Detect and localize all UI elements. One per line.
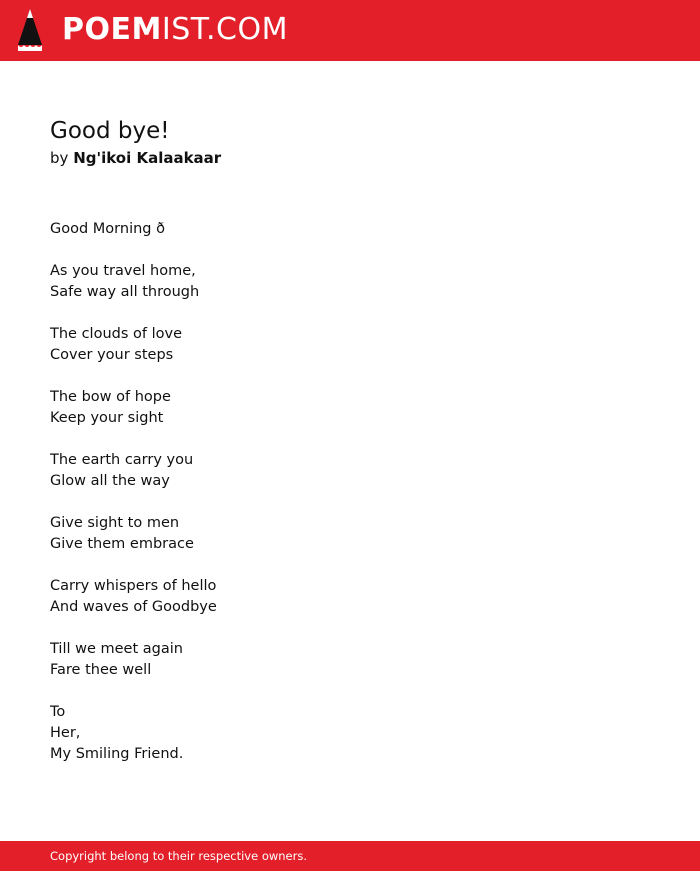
poem-byline [50, 146, 650, 170]
brand-name-bold: POEM [62, 12, 162, 47]
poem-line: The bow of hope [50, 389, 171, 405]
poem-line: Fare thee well [50, 662, 152, 678]
poem-line: Cover your steps [50, 347, 174, 363]
site-logo-link[interactable] [62, 12, 288, 48]
stanza [50, 450, 650, 492]
poem-line: And waves of Goodbye [50, 599, 217, 615]
poem-line: Give them embrace [50, 536, 194, 552]
poem-line: Safe way all through [50, 284, 200, 300]
poem-line: Give sight to men [50, 515, 180, 531]
poem-title: Good bye! [50, 118, 170, 144]
by-label: by [50, 149, 69, 167]
poem-line: Till we meet again [50, 641, 183, 657]
poem-line: The earth carry you [50, 452, 194, 468]
poem-author: Ng'ikoi Kalaakaar [73, 149, 222, 167]
stanza [50, 261, 650, 303]
brand-name-light: IST.COM [161, 12, 288, 47]
poem-line: Glow all the way [50, 473, 170, 489]
poem-line: Her, [50, 725, 81, 741]
poem-line: Carry whispers of hello [50, 578, 217, 594]
stanza [50, 576, 650, 618]
stanza [50, 324, 650, 366]
poem-line: As you travel home, [50, 263, 196, 279]
poem-content [50, 116, 650, 786]
stanza [50, 387, 650, 429]
stanza [50, 513, 650, 555]
stanza [50, 219, 650, 240]
site-footer [0, 841, 700, 871]
copyright-notice: Copyright belong to their respective owners. [50, 849, 308, 863]
pencil-tip-icon[interactable] [17, 9, 43, 51]
site-header [0, 0, 700, 61]
poem-line: My Smiling Friend. [50, 746, 184, 762]
poem-body [50, 219, 650, 765]
poem-line: To [50, 704, 66, 720]
stanza [50, 639, 650, 681]
stanza [50, 702, 650, 765]
poem-line: Good Morning ð [50, 221, 165, 237]
poem-line: The clouds of love [50, 326, 182, 342]
poem-line: Keep your sight [50, 410, 164, 426]
